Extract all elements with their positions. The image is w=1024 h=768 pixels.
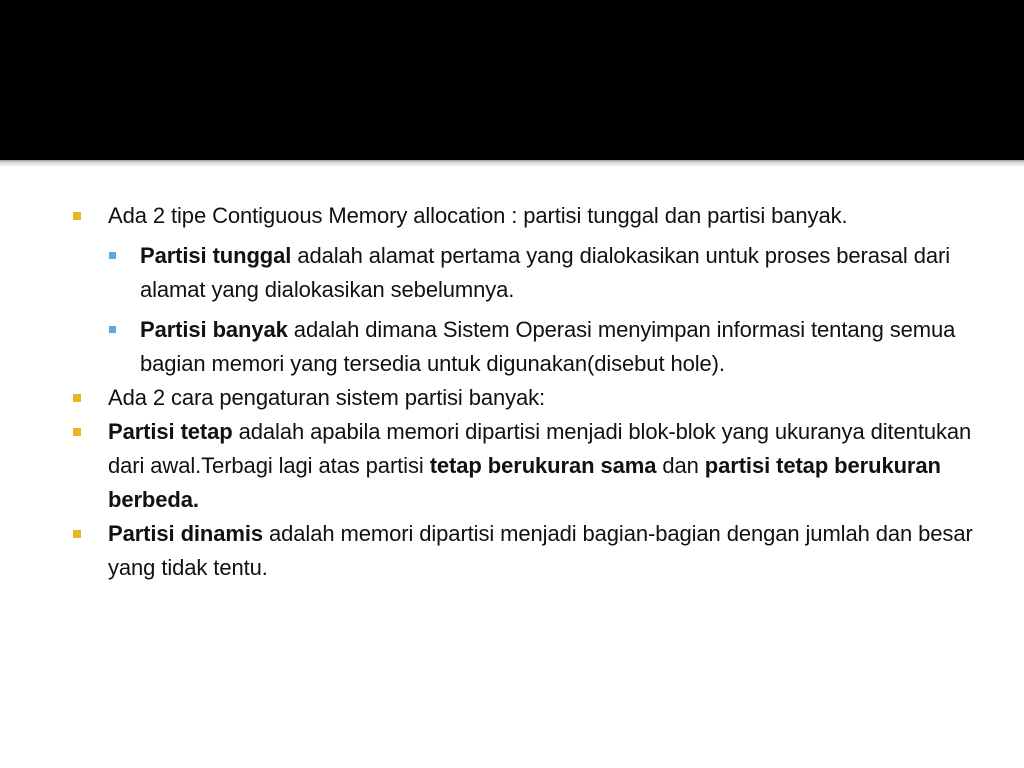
bullet-term: partisi tetap berukuran berbeda. — [108, 453, 941, 512]
sub-bullet-item — [107, 239, 973, 307]
bullet-item — [73, 381, 973, 415]
slide-body — [73, 199, 973, 585]
bullet-text: dan — [656, 453, 705, 478]
bullet-text: Ada 2 tipe Contiguous Memory allocation : partisi tunggal dan partisi banyak. — [108, 203, 848, 228]
bullet-term: Partisi tetap — [108, 419, 233, 444]
sub-bullet-item — [107, 313, 973, 381]
square-bullet-icon — [73, 212, 81, 220]
title-divider — [0, 160, 1024, 166]
bullet-item — [73, 199, 973, 233]
square-bullet-icon — [73, 428, 81, 436]
square-bullet-icon — [73, 530, 81, 538]
bullet-term: Partisi tunggal — [140, 243, 292, 268]
bullet-text: Ada 2 cara pengaturan sistem partisi banyak: — [108, 385, 546, 410]
bullet-text: adalah dimana Sistem Operasi menyimpan informasi tentang semua bagian memori yang tersedia untuk digunakan(disebut hole). — [140, 317, 956, 376]
bullet-text: adalah alamat pertama yang dialokasikan untuk proses berasal dari alamat yang dialokasikan sebelumnya. — [140, 243, 950, 302]
square-bullet-icon — [73, 394, 81, 402]
bullet-term: tetap berukuran sama — [429, 453, 657, 478]
square-bullet-icon — [109, 326, 116, 333]
bullet-term: Partisi banyak — [140, 317, 288, 342]
bullet-text: adalah apabila memori dipartisi menjadi blok-blok yang ukuranya ditentukan dari awal.Terbagi lagi atas partisi — [108, 419, 972, 478]
bullet-item — [73, 415, 973, 517]
bullet-text: adalah memori dipartisi menjadi bagian-bagian dengan jumlah dan besar yang tidak tentu. — [108, 521, 973, 580]
bullet-item — [73, 517, 973, 585]
square-bullet-icon — [109, 252, 116, 259]
bullet-term: Partisi dinamis — [108, 521, 264, 546]
slide-title-band — [0, 0, 1024, 160]
